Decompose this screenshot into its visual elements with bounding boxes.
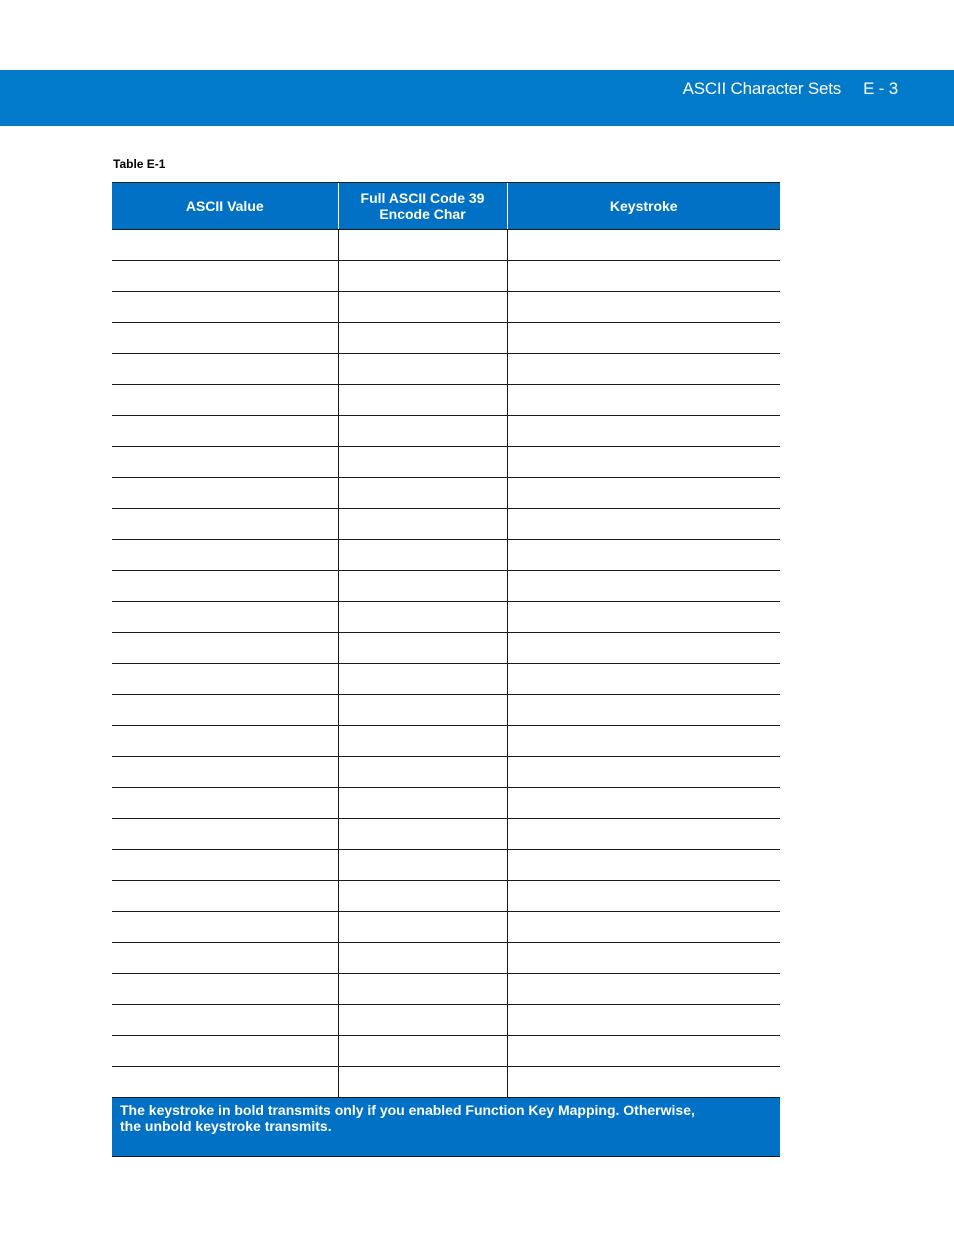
- table-row: [112, 850, 780, 881]
- table-cell: [338, 261, 507, 292]
- table-cell: [507, 571, 780, 602]
- table-cell: [338, 664, 507, 695]
- table-row: [112, 757, 780, 788]
- table-header-row: [112, 183, 780, 230]
- table-cell: [112, 230, 338, 261]
- running-header: [683, 79, 898, 99]
- column-header-code39-char: [338, 183, 507, 230]
- footnote-line: The keystroke in bold transmits only if you enabled Function Key Mapping. Otherwise,: [120, 1102, 695, 1118]
- table-cell: [507, 540, 780, 571]
- table-cell: [338, 881, 507, 912]
- table-row: [112, 447, 780, 478]
- table-cell: [338, 540, 507, 571]
- table-cell: [507, 385, 780, 416]
- table-cell: [112, 850, 338, 881]
- table-cell: [112, 1005, 338, 1036]
- table-row: [112, 912, 780, 943]
- table-row: [112, 664, 780, 695]
- table-row: [112, 881, 780, 912]
- table-cell: [507, 633, 780, 664]
- table-cell: [338, 1067, 507, 1098]
- table-cell: [112, 726, 338, 757]
- table-cell: [112, 323, 338, 354]
- table-cell: [338, 292, 507, 323]
- table-cell: [112, 602, 338, 633]
- table-cell: [507, 850, 780, 881]
- table-cell: [112, 757, 338, 788]
- table-cell: [112, 695, 338, 726]
- table-cell: [112, 974, 338, 1005]
- table-row: [112, 323, 780, 354]
- table-row: [112, 602, 780, 633]
- column-header-keystroke: Keystroke: [507, 183, 780, 230]
- table-row: [112, 974, 780, 1005]
- table-cell: [112, 664, 338, 695]
- table-cell: [338, 633, 507, 664]
- table-cell: [338, 478, 507, 509]
- table-cell: [507, 943, 780, 974]
- table-cell: [338, 912, 507, 943]
- table-cell: [338, 757, 507, 788]
- table-cell: [112, 416, 338, 447]
- table-cell: [112, 788, 338, 819]
- column-header-ascii-value: ASCII Value: [112, 183, 338, 230]
- table-row: [112, 540, 780, 571]
- table-cell: [338, 1005, 507, 1036]
- table-row: [112, 633, 780, 664]
- table-body: [112, 230, 780, 1098]
- table-row: [112, 478, 780, 509]
- table-row: [112, 416, 780, 447]
- table-cell: [507, 695, 780, 726]
- table-cell: [507, 1036, 780, 1067]
- table-row: [112, 1067, 780, 1098]
- table-cell: [338, 385, 507, 416]
- table-cell: [112, 571, 338, 602]
- table-cell: [112, 261, 338, 292]
- table-footnote-row: [112, 1098, 780, 1157]
- table-cell: [338, 974, 507, 1005]
- table-row: [112, 261, 780, 292]
- table-cell: [338, 447, 507, 478]
- column-header-line: Full ASCII Code 39: [360, 190, 485, 206]
- table-cell: [507, 602, 780, 633]
- table-cell: [338, 695, 507, 726]
- table-row: [112, 1036, 780, 1067]
- table-cell: [507, 788, 780, 819]
- table-cell: [338, 819, 507, 850]
- table-cell: [507, 230, 780, 261]
- page-number: E - 3: [863, 79, 898, 98]
- table-cell: [112, 540, 338, 571]
- table-cell: [507, 726, 780, 757]
- table-cell: [507, 447, 780, 478]
- table-cell: [338, 354, 507, 385]
- table-row: [112, 385, 780, 416]
- table-cell: [112, 292, 338, 323]
- table-row: [112, 354, 780, 385]
- table-cell: [338, 602, 507, 633]
- table-cell: [507, 881, 780, 912]
- table-cell: [338, 323, 507, 354]
- table-row: [112, 788, 780, 819]
- table-cell: [338, 726, 507, 757]
- table-cell: [507, 292, 780, 323]
- table-cell: [507, 478, 780, 509]
- table-cell: [507, 509, 780, 540]
- section-title: ASCII Character Sets: [682, 79, 842, 98]
- table-row: [112, 230, 780, 261]
- table-cell: [112, 1036, 338, 1067]
- table-cell: [507, 664, 780, 695]
- table-row: [112, 509, 780, 540]
- table-cell: [507, 323, 780, 354]
- table-cell: [112, 943, 338, 974]
- ascii-table: [112, 182, 780, 1157]
- table-cell: [507, 416, 780, 447]
- table-cell: [112, 912, 338, 943]
- table-row: [112, 943, 780, 974]
- table-cell: [112, 447, 338, 478]
- table-footnote: [112, 1098, 780, 1157]
- table-cell: [338, 571, 507, 602]
- table-row: [112, 726, 780, 757]
- table-row: [112, 695, 780, 726]
- table-cell: [112, 633, 338, 664]
- table-cell: [338, 943, 507, 974]
- table-row: [112, 571, 780, 602]
- table-cell: [338, 1036, 507, 1067]
- table-cell: [338, 416, 507, 447]
- table-cell: [338, 788, 507, 819]
- table-row: [112, 1005, 780, 1036]
- table-cell: [338, 230, 507, 261]
- table-cell: [507, 819, 780, 850]
- table-cell: [507, 757, 780, 788]
- table-cell: [507, 261, 780, 292]
- table-cell: [112, 509, 338, 540]
- table-cell: [112, 819, 338, 850]
- table-cell: [112, 354, 338, 385]
- table-caption: Table E-1: [113, 157, 166, 171]
- table-cell: [112, 478, 338, 509]
- table-cell: [112, 881, 338, 912]
- column-header-line: Encode Char: [379, 206, 466, 222]
- table-cell: [338, 850, 507, 881]
- table-cell: [507, 912, 780, 943]
- table-cell: [112, 1067, 338, 1098]
- table-cell: [507, 1067, 780, 1098]
- table-cell: [112, 385, 338, 416]
- table-cell: [338, 509, 507, 540]
- table-cell: [507, 1005, 780, 1036]
- footnote-line: the unbold keystroke transmits.: [120, 1118, 332, 1134]
- table-cell: [507, 974, 780, 1005]
- table-row: [112, 819, 780, 850]
- table-cell: [507, 354, 780, 385]
- table-row: [112, 292, 780, 323]
